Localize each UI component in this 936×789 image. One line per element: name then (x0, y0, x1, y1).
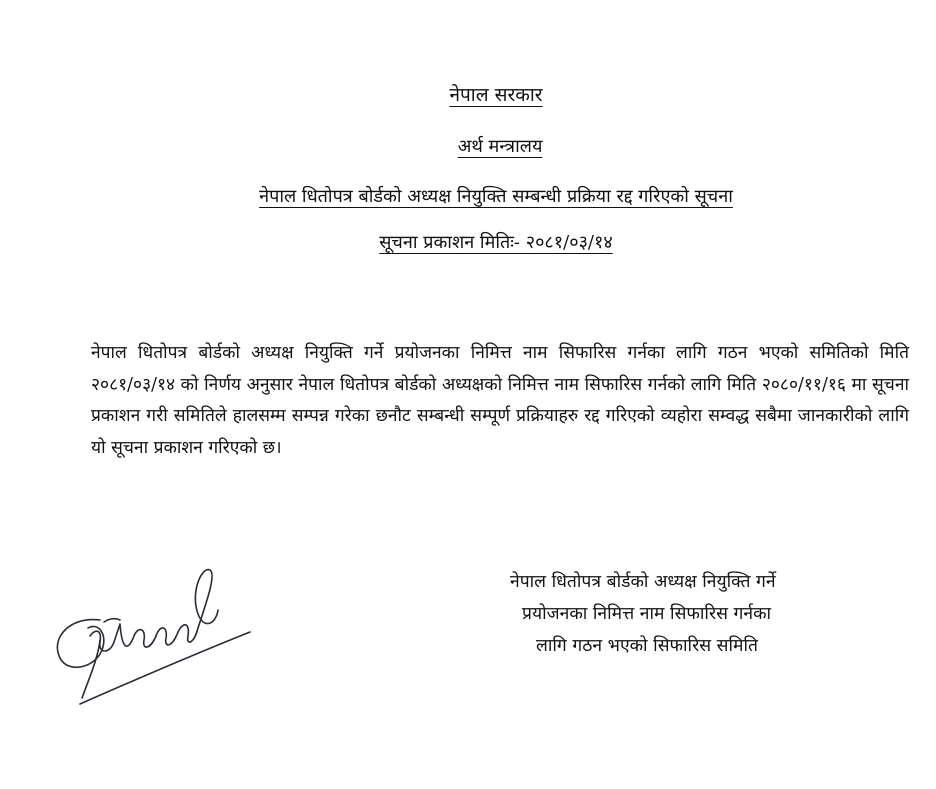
signatory-block (486, 566, 906, 662)
handwritten-signature (40, 558, 270, 718)
notice-body: नेपाल धितोपत्र बोर्डको अध्यक्ष नियुक्ति गर्ने प्रयोजनका निमित्त नाम सिफारिस गर्नका लागि गठन भएको समितिको मिति २०८१/०३/१४ को निर्णय अनुसार नेपाल धितोपत्र बोर्डको अध्यक्षको निमित्त नाम सिफारिस गर्नको लागि मिति २०८०/११/१६ मा सूचना प्रकाशन गरी समितिले हालसम्म सम्पन्न गरेका छनौट सम्बन्धी सम्पूर्ण प्रक्रियाहरु रद्द गरिएको व्यहोरा सम्वद्ध सबैमा जानकारीको लागि यो सूचना प्रकाशन गरिएको छ। (91, 343, 909, 458)
signatory-line-1: नेपाल धितोपत्र बोर्डको अध्यक्ष नियुक्ति गर्ने (510, 572, 776, 592)
publication-date: सूचना प्रकाशन मितिः- २०८१/०३/१४ (379, 232, 613, 253)
signatory-line-2: प्रयोजनका निमित्त नाम सिफारिस गर्नका (522, 604, 772, 624)
ministry-heading: अर्थ मन्त्रालय (457, 136, 543, 157)
notice-title: नेपाल धितोपत्र बोर्डको अध्यक्ष नियुक्ति सम्बन्धी प्रक्रिया रद्द गरिएको सूचना (259, 186, 733, 207)
government-heading: नेपाल सरकार (449, 84, 543, 106)
signatory-line-3: लागि गठन भएको सिफारिस समिति (536, 636, 758, 656)
